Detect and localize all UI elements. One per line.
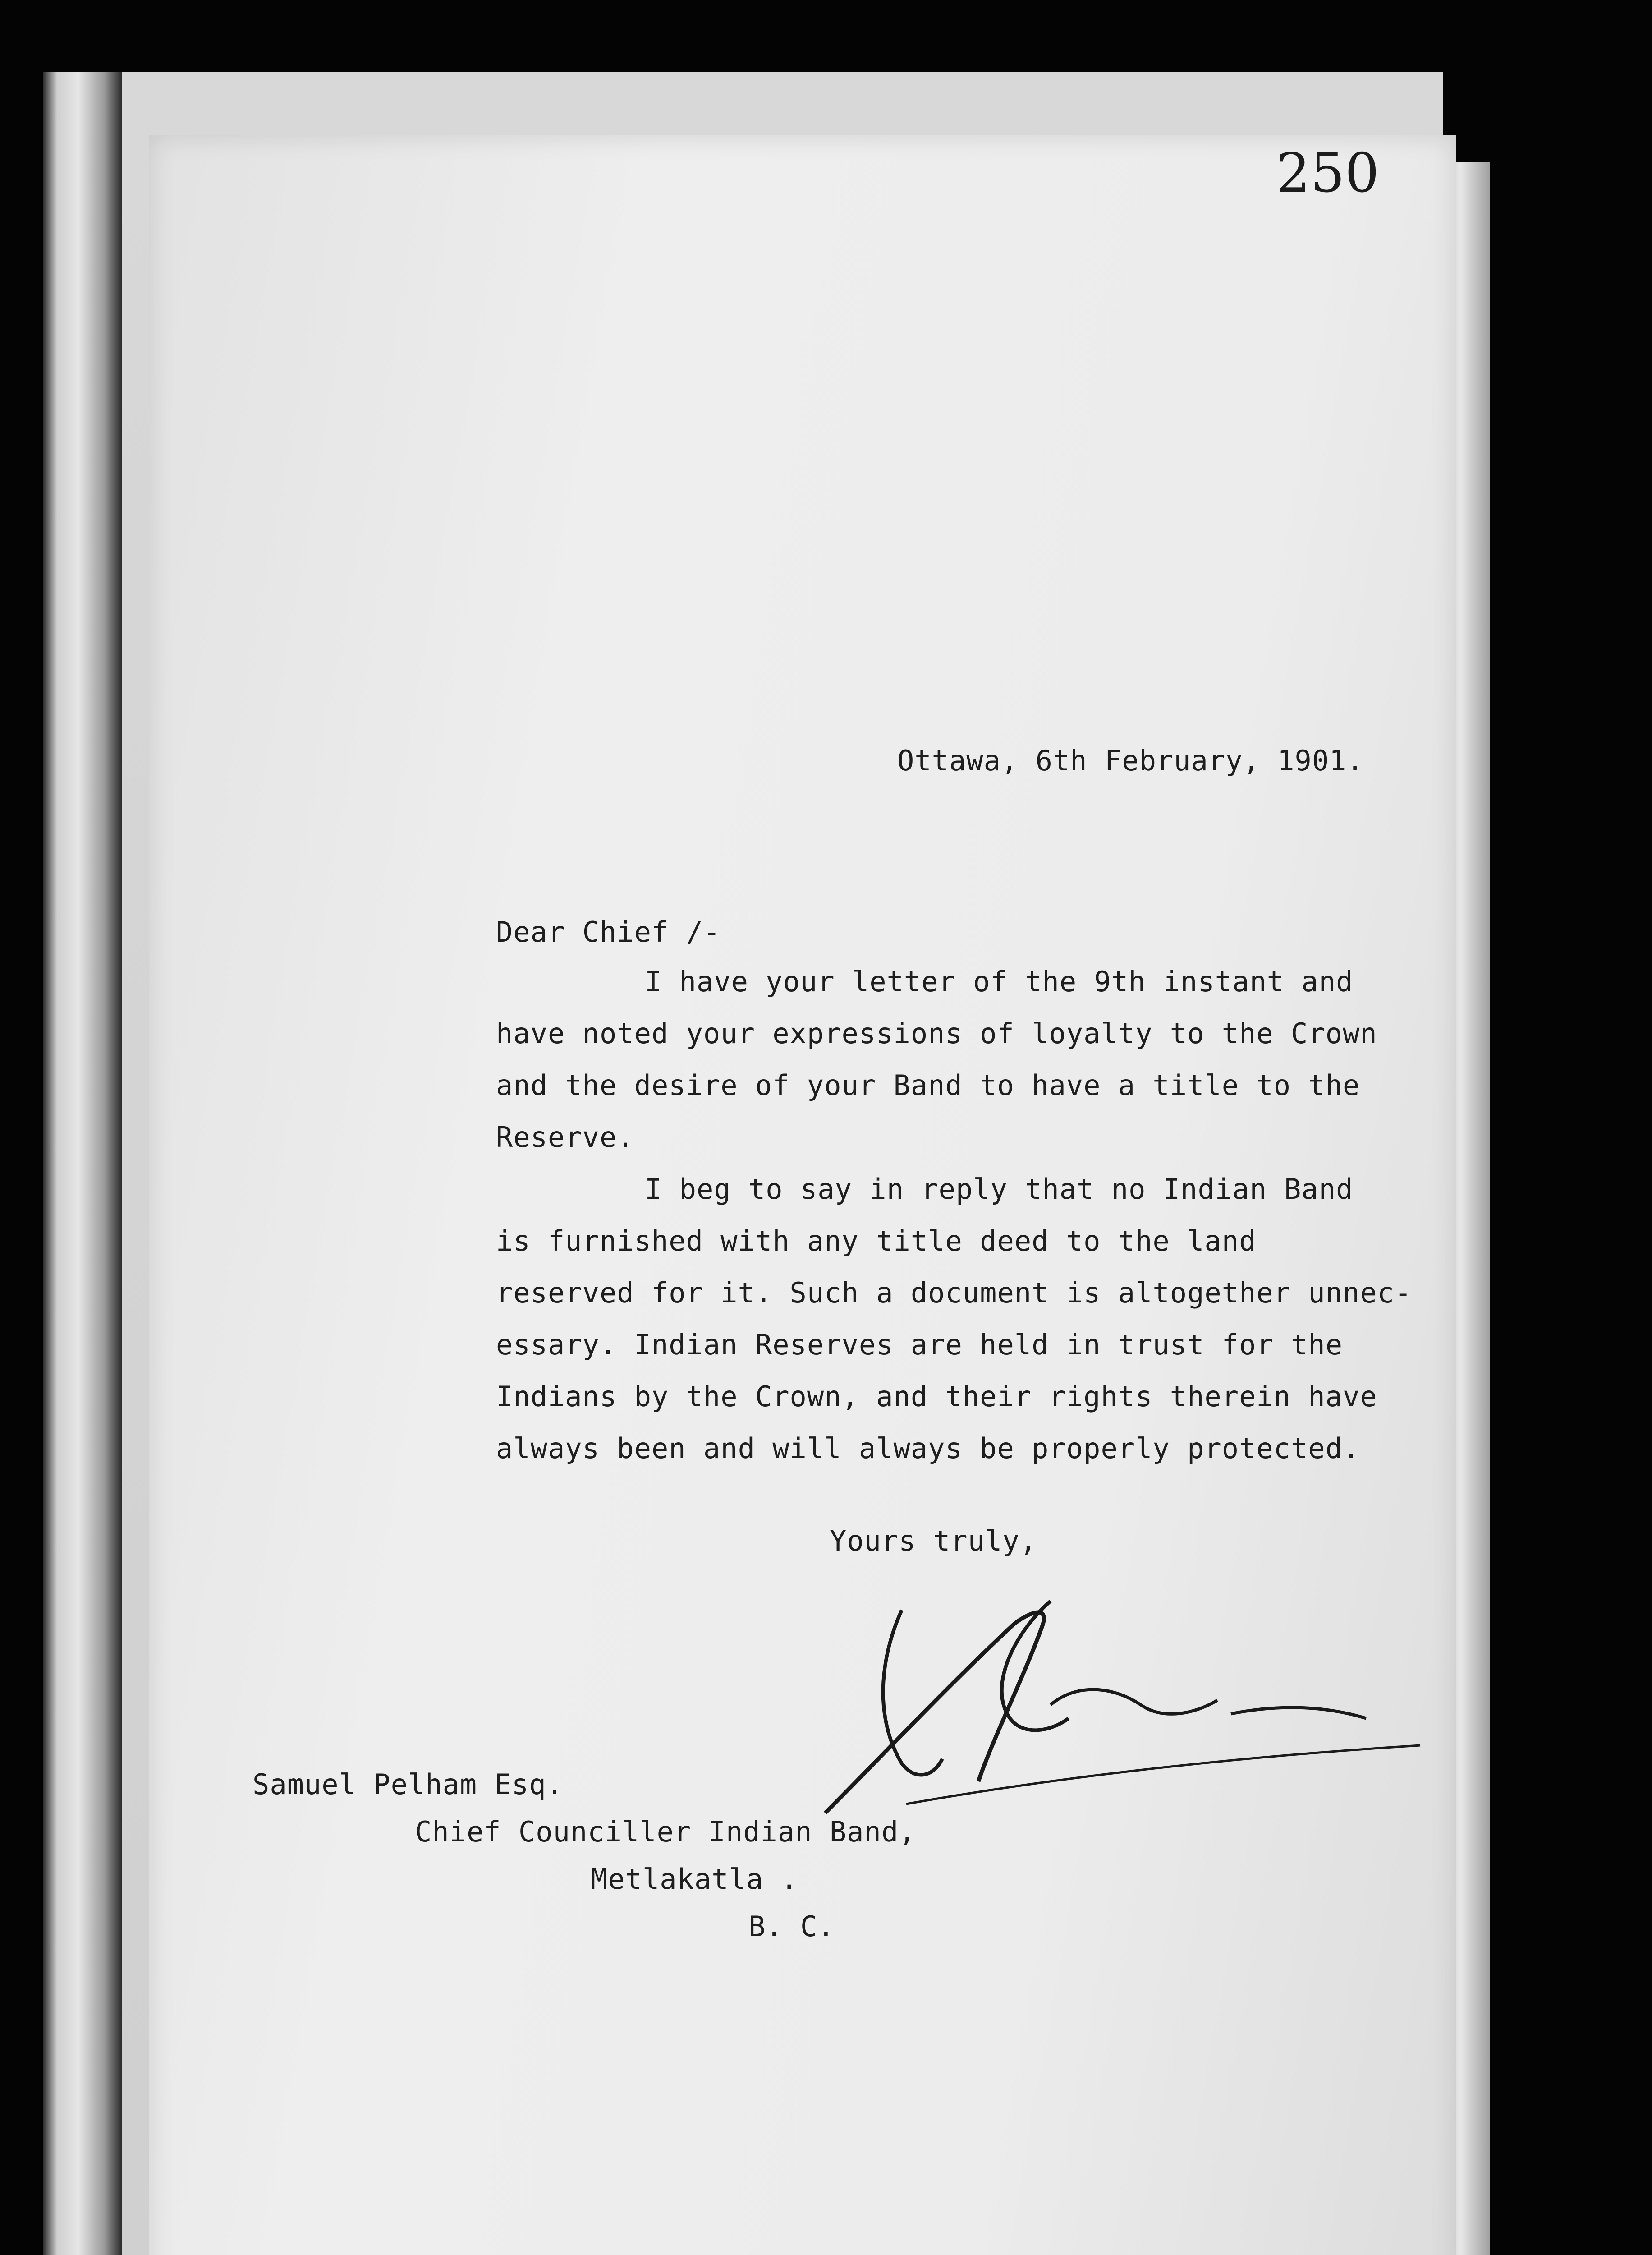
page-number: 250 bbox=[1276, 142, 1380, 205]
closing: Yours truly, bbox=[830, 1524, 1037, 1557]
salutation: Dear Chief /- bbox=[496, 916, 721, 948]
address-line: Chief Counciller Indian Band, bbox=[415, 1815, 916, 1848]
signature bbox=[798, 1569, 1438, 1849]
address-line: Samuel Pelham Esq. bbox=[252, 1768, 564, 1801]
address-line: Metlakatla . bbox=[591, 1863, 798, 1896]
body-line: Reserve. bbox=[496, 1121, 634, 1154]
body-line: reserved for it. Such a document is altogether unnec- bbox=[496, 1276, 1412, 1309]
body-line: essary. Indian Reserves are held in trust for the bbox=[496, 1328, 1343, 1361]
dateline: Ottawa, 6th February, 1901. bbox=[897, 744, 1364, 777]
body-line: Indians by the Crown, and their rights therein have bbox=[496, 1380, 1377, 1413]
binding-strip bbox=[43, 72, 122, 2255]
address-line: B. C. bbox=[748, 1910, 835, 1943]
body-line: always been and will always be properly protected. bbox=[496, 1432, 1360, 1465]
body-line: have noted your expressions of loyalty to the Crown bbox=[496, 1017, 1377, 1050]
body-line: is furnished with any title deed to the land bbox=[496, 1224, 1257, 1257]
body-line: and the desire of your Band to have a title to the bbox=[496, 1069, 1360, 1102]
body-line: I beg to say in reply that no Indian Band bbox=[645, 1173, 1354, 1206]
body-line: I have your letter of the 9th instant and bbox=[645, 965, 1354, 998]
